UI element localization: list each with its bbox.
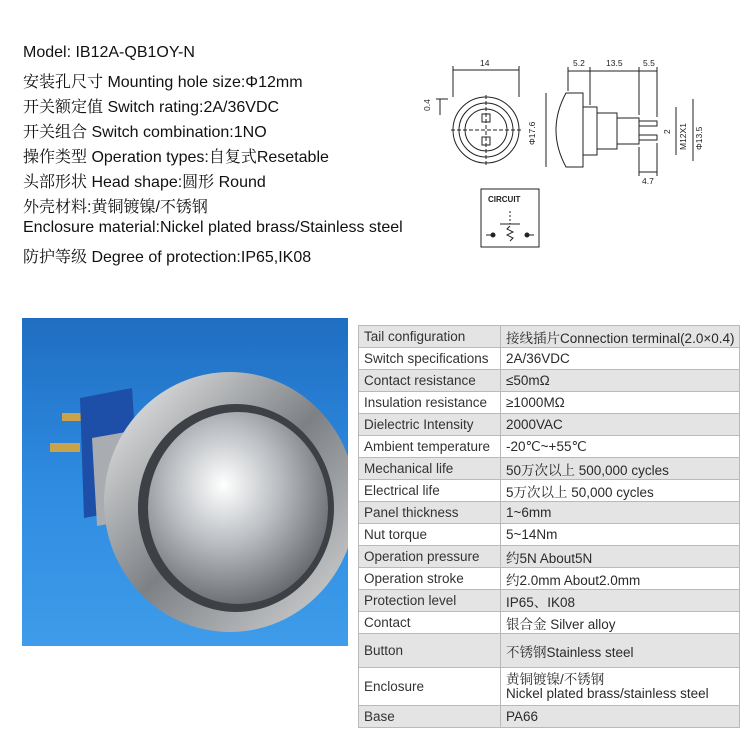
spec-key: Insulation resistance <box>359 392 501 414</box>
spec-key: Contact resistance <box>359 370 501 392</box>
protection-degree-line: 防护等级 Degree of protection:IP65,IK08 <box>23 249 312 266</box>
spec-key: Operation pressure <box>359 546 501 568</box>
dim-nut: Φ13.5 <box>694 126 704 150</box>
dim-front-width: 14 <box>480 58 490 68</box>
spec-key: Button <box>359 634 501 668</box>
dim-gap: 0.4 <box>422 99 432 111</box>
spec-key: Dielectric Intensity <box>359 414 501 436</box>
table-row <box>359 590 740 612</box>
table-row <box>359 524 740 546</box>
spec-value: ≥1000MΩ <box>501 392 740 414</box>
spec-value: 接线插片Connection terminal(2.0×0.4) <box>501 326 740 348</box>
table-row <box>359 568 740 590</box>
enclosure-material-line: Enclosure material:Nickel plated brass/Stainless steel <box>23 219 403 236</box>
spec-key: Nut torque <box>359 524 501 546</box>
dim-head: 5.2 <box>573 58 585 68</box>
front-view <box>436 66 521 165</box>
table-row <box>359 326 740 348</box>
model-line: Model: IB12A-QB1OY-N <box>23 44 195 61</box>
table-row <box>359 348 740 370</box>
spec-key: Mechanical life <box>359 458 501 480</box>
spec-value: IP65、IK08 <box>501 590 740 612</box>
spec-value: 不锈钢Stainless steel <box>501 634 740 668</box>
dim-pin: 2 <box>662 129 672 134</box>
table-row <box>359 612 740 634</box>
spec-value: 约2.0mm About2.0mm <box>501 568 740 590</box>
spec-value: 2000VAC <box>501 414 740 436</box>
switch-combination-line: 开关组合 Switch combination:1NO <box>23 124 267 141</box>
spec-key: Ambient temperature <box>359 436 501 458</box>
spec-value: -20℃~+55℃ <box>501 436 740 458</box>
dim-pin-length: 4.7 <box>642 176 654 186</box>
dimension-drawing <box>418 55 738 255</box>
side-view <box>546 67 693 176</box>
table-row <box>359 370 740 392</box>
spec-value-second-line: Nickel plated brass/stainless steel <box>506 685 709 701</box>
spec-value: PA66 <box>501 706 740 728</box>
spec-key: Contact <box>359 612 501 634</box>
spec-value: 50万次以上 500,000 cycles <box>501 458 740 480</box>
table-row <box>359 706 740 728</box>
table-row <box>359 414 740 436</box>
product-photo <box>22 318 348 646</box>
table-row <box>359 392 740 414</box>
spec-key: Electrical life <box>359 480 501 502</box>
spec-key: Panel thickness <box>359 502 501 524</box>
circuit-label: CIRCUIT <box>488 195 521 204</box>
spec-key: Protection level <box>359 590 501 612</box>
enclosure-material-cn-line: 外壳材料:黄铜镀镍/不锈钢 <box>23 199 208 216</box>
table-row <box>359 634 740 668</box>
spec-key: Base <box>359 706 501 728</box>
dim-thread: M12X1 <box>678 123 688 150</box>
spec-value: 2A/36VDC <box>501 348 740 370</box>
spec-value: ≤50mΩ <box>501 370 740 392</box>
operation-types-line: 操作类型 Operation types:自复式Resetable <box>23 149 329 166</box>
spec-value-cell <box>501 668 740 706</box>
spec-key: Enclosure <box>359 668 501 706</box>
spec-value: 5~14Nm <box>501 524 740 546</box>
dim-diameter: Φ17.6 <box>527 121 537 145</box>
table-row <box>359 436 740 458</box>
spec-table <box>358 325 740 728</box>
spec-value: 1~6mm <box>501 502 740 524</box>
table-row <box>359 480 740 502</box>
table-row <box>359 502 740 524</box>
spec-key: Tail configuration <box>359 326 501 348</box>
table-row <box>359 546 740 568</box>
spec-value: 银合金 Silver alloy <box>501 612 740 634</box>
switch-rating-line: 开关额定值 Switch rating:2A/36VDC <box>23 99 280 116</box>
spec-value: 约5N About5N <box>501 546 740 568</box>
table-row <box>359 668 740 706</box>
dim-body: 13.5 <box>606 58 623 68</box>
spec-value: 黄铜镀镍/不锈钢 <box>506 671 605 687</box>
table-row <box>359 458 740 480</box>
spec-key: Operation stroke <box>359 568 501 590</box>
spec-value: 5万次以上 50,000 cycles <box>501 480 740 502</box>
mounting-hole-line: 安装孔尺寸 Mounting hole size:Φ12mm <box>23 74 303 91</box>
spec-key: Switch specifications <box>359 348 501 370</box>
dim-tail: 5.5 <box>643 58 655 68</box>
head-shape-line: 头部形状 Head shape:圆形 Round <box>23 174 266 191</box>
